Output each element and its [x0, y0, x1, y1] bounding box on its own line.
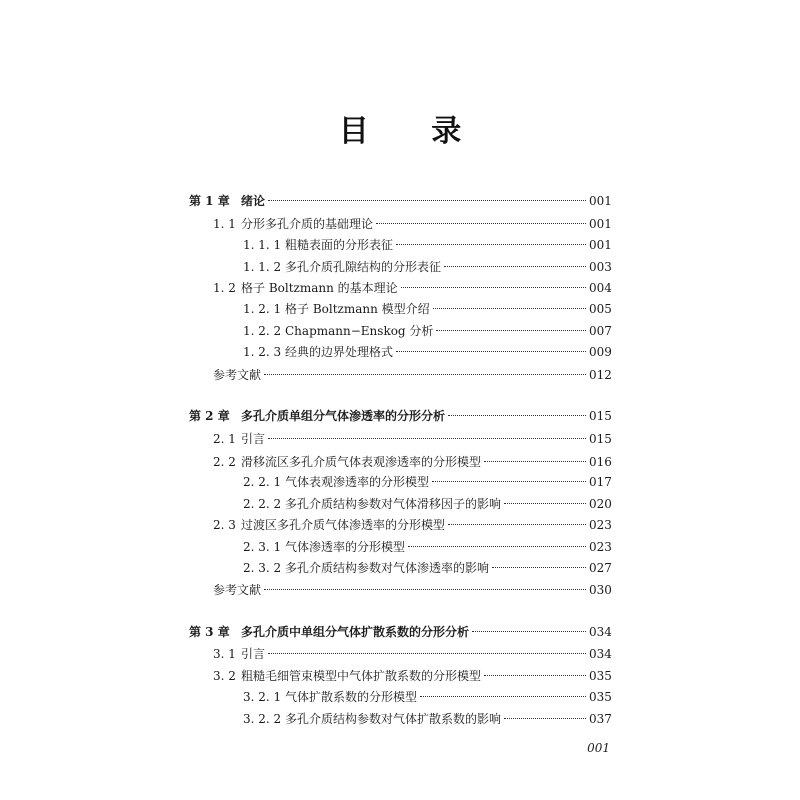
toc-entry-title: 格子 Boltzmann 模型介绍 [285, 302, 430, 316]
toc-entry-number: 2. 2 [213, 455, 236, 469]
toc-entry-number: 1. 1. 2 [243, 260, 282, 274]
toc-entry-ch1-references[interactable] [213, 365, 611, 385]
dot-leader [436, 330, 586, 331]
toc-entry-page: 001 [589, 238, 612, 252]
page-number: 001 [587, 741, 610, 755]
toc-entry-ch3[interactable] [189, 622, 611, 642]
toc-entry-number: 3. 2 [213, 669, 236, 683]
dot-leader [444, 266, 586, 267]
toc-entry-title: 多孔介质结构参数对气体滑移因子的影响 [285, 497, 502, 511]
toc-entry-title: 经典的边界处理格式 [285, 345, 394, 359]
dot-leader [504, 718, 586, 719]
toc-entry-number: 1. 1. 1 [243, 238, 282, 252]
toc-entry-number: 2. 3. 1 [243, 540, 282, 554]
toc-entry-number: 第 1 章 [189, 194, 230, 208]
toc-entry-1-1[interactable] [213, 214, 611, 234]
toc-entry-page: 012 [589, 368, 612, 382]
toc-entry-page: 027 [589, 561, 612, 575]
toc-entry-title: 绪论 [241, 194, 266, 208]
toc-entry-title: 多孔介质中单组分气体扩散系数的分形分析 [241, 625, 470, 639]
toc-entry-title: 参考文献 [213, 368, 262, 382]
toc-entry-3-2-1[interactable] [243, 687, 611, 707]
toc-entry-number: 3. 1 [213, 647, 236, 661]
dot-leader [264, 374, 586, 375]
toc-entry-number: 2. 2. 2 [243, 497, 282, 511]
dot-leader [401, 287, 586, 288]
toc-entry-number: 2. 3 [213, 518, 236, 532]
toc-entry-page: 020 [589, 497, 612, 511]
toc-entry-page: 005 [589, 302, 612, 316]
toc-entry-1-2-3[interactable] [243, 342, 611, 362]
toc-entry-1-1-1[interactable] [243, 235, 611, 255]
toc-entry-page: 004 [589, 281, 612, 295]
toc-entry-page: 030 [589, 583, 612, 597]
dot-leader [268, 438, 586, 439]
toc-entry-3-1[interactable] [213, 644, 611, 664]
toc-entry-number: 第 3 章 [189, 625, 230, 639]
toc-entry-ch2[interactable] [189, 406, 611, 426]
dot-leader [376, 223, 586, 224]
dot-leader [432, 481, 586, 482]
toc-entry-2-1[interactable] [213, 429, 611, 449]
toc-entry-1-2[interactable] [213, 278, 611, 298]
toc-entry-page: 015 [589, 409, 612, 423]
toc-entry-3-2[interactable] [213, 666, 611, 686]
toc-entry-ch2-references[interactable] [213, 580, 611, 600]
toc-entry-title: 多孔介质单组分气体渗透率的分形分析 [241, 409, 446, 423]
toc-entry-title: 格子 Boltzmann 的基本理论 [241, 281, 398, 295]
dot-leader [264, 589, 586, 590]
toc-entry-title: 多孔介质孔隙结构的分形表征 [285, 260, 442, 274]
toc-entry-title: 引言 [241, 647, 266, 661]
toc-entry-page: 023 [589, 540, 612, 554]
toc-entry-3-2-2[interactable] [243, 709, 611, 729]
dot-leader [472, 631, 586, 632]
dot-leader [408, 546, 586, 547]
toc-entry-page: 034 [589, 625, 612, 639]
toc-entry-number: 第 2 章 [189, 409, 230, 423]
toc-entry-title: 多孔介质结构参数对气体扩散系数的影响 [285, 712, 502, 726]
toc-entry-number: 2. 2. 1 [243, 475, 282, 489]
toc-entry-2-3-1[interactable] [243, 537, 611, 557]
toc-entry-title: 滑移流区多孔介质气体表观渗透率的分形模型 [241, 455, 482, 469]
dot-leader [504, 503, 586, 504]
toc-entry-ch1[interactable] [189, 191, 611, 211]
toc-entry-page: 016 [589, 455, 612, 469]
toc-entry-2-3[interactable] [213, 515, 611, 535]
toc-entry-2-2-2[interactable] [243, 494, 611, 514]
dot-leader [268, 200, 586, 201]
toc-entry-page: 034 [589, 647, 612, 661]
page-title: 目 录 [338, 114, 488, 149]
toc-entry-page: 017 [589, 475, 612, 489]
toc-entry-number: 1. 2 [213, 281, 236, 295]
toc-entry-number: 1. 1 [213, 217, 236, 231]
toc-entry-title: 气体表观渗透率的分形模型 [285, 475, 430, 489]
toc-entry-number: 1. 2. 2 [243, 324, 282, 338]
toc-entry-2-3-2[interactable] [243, 558, 611, 578]
dot-leader [396, 244, 586, 245]
toc-entry-page: 007 [589, 324, 612, 338]
toc-entry-title: 多孔介质结构参数对气体渗透率的影响 [285, 561, 490, 575]
toc-entry-page: 003 [589, 260, 612, 274]
toc-entry-page: 035 [589, 690, 612, 704]
dot-leader [448, 415, 586, 416]
toc-entry-title: 引言 [241, 432, 266, 446]
dot-leader [484, 675, 586, 676]
toc-entry-page: 037 [589, 712, 612, 726]
toc-entry-1-2-1[interactable] [243, 299, 611, 319]
toc-entry-number: 1. 2. 1 [243, 302, 282, 316]
toc-entry-title: 气体渗透率的分形模型 [285, 540, 406, 554]
dot-leader [396, 351, 586, 352]
toc-entry-page: 001 [589, 194, 612, 208]
toc-entry-page: 035 [589, 669, 612, 683]
toc-entry-2-2[interactable] [213, 452, 611, 472]
toc-entry-page: 023 [589, 518, 612, 532]
dot-leader [433, 308, 586, 309]
toc-entry-title: 气体扩散系数的分形模型 [285, 690, 418, 704]
toc-entry-number: 3. 2. 2 [243, 712, 282, 726]
toc-entry-title: 过渡区多孔介质气体渗透率的分形模型 [241, 518, 446, 532]
toc-entry-number: 3. 2. 1 [243, 690, 282, 704]
dot-leader [420, 696, 586, 697]
toc-entry-1-1-2[interactable] [243, 257, 611, 277]
toc-entry-page: 009 [589, 345, 612, 359]
dot-leader [448, 524, 586, 525]
toc-entry-number: 2. 1 [213, 432, 236, 446]
toc-entry-1-2-2[interactable] [243, 321, 611, 341]
toc-entry-title: 粗糙毛细管束模型中气体扩散系数的分形模型 [241, 669, 482, 683]
toc-entry-title: Chapmann−Enskog 分析 [285, 324, 434, 338]
dot-leader [268, 653, 586, 654]
toc-entry-number: 2. 3. 2 [243, 561, 282, 575]
dot-leader [484, 461, 586, 462]
toc-entry-page: 015 [589, 432, 612, 446]
toc-entry-title: 参考文献 [213, 583, 262, 597]
toc-entry-2-2-1[interactable] [243, 472, 611, 492]
toc-entry-title: 粗糙表面的分形表征 [285, 238, 394, 252]
toc-entry-number: 1. 2. 3 [243, 345, 282, 359]
toc-entry-title: 分形多孔介质的基础理论 [241, 217, 374, 231]
dot-leader [492, 567, 586, 568]
toc-entry-page: 001 [589, 217, 612, 231]
